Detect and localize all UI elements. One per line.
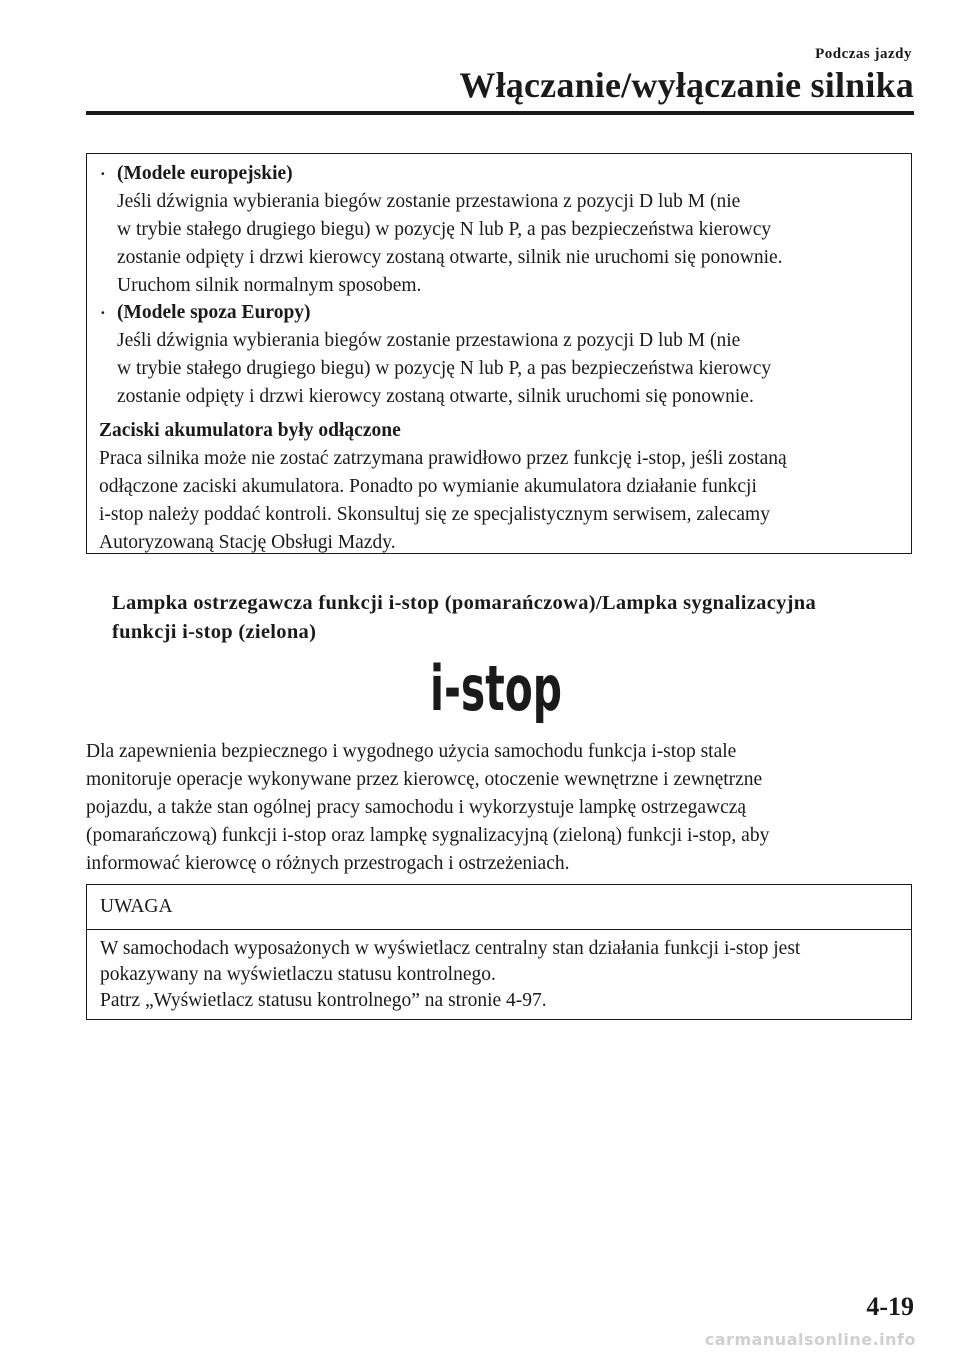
body-line: monitoruje operacje wykonywane przez kierowcę, otoczenie wewnętrzne i zewnętrzne <box>86 769 763 790</box>
note-line: Patrz „Wyświetlacz statusu kontrolnego” na stronie 4-97. <box>100 990 547 1011</box>
i-stop-indicator-text: i-stop <box>430 652 562 725</box>
running-header-section: Podczas jazdy <box>815 46 912 62</box>
note-divider <box>87 929 911 930</box>
note-line: W samochodach wyposażonych w wyświetlacz centralny stan działania funkcji i-stop jest <box>100 938 801 959</box>
bullet-line: Jeśli dźwignia wybierania biegów zostanie przestawiona z pozycji D lub M (nie <box>117 330 741 351</box>
battery-line: Autoryzowaną Stację Obsługi Mazdy. <box>99 532 396 553</box>
note-line: pokazywany na wyświetlaczu statusu kontrolnego. <box>100 964 496 985</box>
bullet-line: zostanie odpięty i drzwi kierowcy zostaną otwarte, silnik nie uruchomi się ponownie. <box>117 247 783 268</box>
bullet-marker: · <box>100 164 106 183</box>
body-line: Dla zapewnienia bezpiecznego i wygodnego użycia samochodu funkcja i-stop stale <box>86 741 737 762</box>
body-line: pojazdu, a także stan ogólnej pracy samochodu i wykorzystuje lampkę ostrzegawczą <box>86 797 747 818</box>
bullet-line: zostanie odpięty i drzwi kierowcy zostaną otwarte, silnik uruchomi się ponownie. <box>117 386 754 407</box>
bullet-line: w trybie stałego drugiego biegu) w pozycję N lub P, a pas bezpieczeństwa kierowcy <box>117 219 772 240</box>
bullet-line: w trybie stałego drugiego biegu) w pozycję N lub P, a pas bezpieczeństwa kierowcy <box>117 358 772 379</box>
page-number: 4-19 <box>866 1292 914 1321</box>
battery-line: Praca silnika może nie zostać zatrzymana prawidłowo przez funkcję i-stop, jeśli zostaną <box>99 448 787 469</box>
bullet-marker: · <box>100 303 106 322</box>
note-box <box>86 884 912 1020</box>
section-heading-line-2: funkcji i-stop (zielona) <box>112 621 317 643</box>
section-heading-line-1: Lampka ostrzegawcza funkcji i-stop (pomarańczowa)/Lampka sygnalizacyjna <box>112 592 817 614</box>
watermark: carmanualsonline.info <box>704 1330 916 1349</box>
body-line: informować kierowcę o różnych przestrogach i ostrzeżeniach. <box>86 853 570 874</box>
continued-caution-box <box>86 153 912 554</box>
body-line: (pomarańczową) funkcji i-stop oraz lampkę sygnalizacyjną (zieloną) funkcji i-stop, aby <box>86 825 770 846</box>
battery-line: odłączone zaciski akumulatora. Ponadto po wymianie akumulatora działanie funkcji <box>99 476 757 497</box>
bullet-title-european: (Modele europejskie) <box>117 163 293 184</box>
bullet-line: Jeśli dźwignia wybierania biegów zostanie przestawiona z pozycji D lub M (nie <box>117 191 741 212</box>
page-title: Włączanie/wyłączanie silnika <box>459 65 914 105</box>
battery-line: i-stop należy poddać kontroli. Skonsultuj się ze specjalistycznym serwisem, zalecamy <box>99 504 770 525</box>
battery-subheading: Zaciski akumulatora były odłączone <box>99 420 401 441</box>
header-rule <box>86 111 914 115</box>
bullet-title-non-european: (Modele spoza Europy) <box>117 302 311 323</box>
note-label: UWAGA <box>100 896 173 917</box>
i-stop-indicator-icon <box>430 654 570 732</box>
bullet-line: Uruchom silnik normalnym sposobem. <box>117 275 422 296</box>
